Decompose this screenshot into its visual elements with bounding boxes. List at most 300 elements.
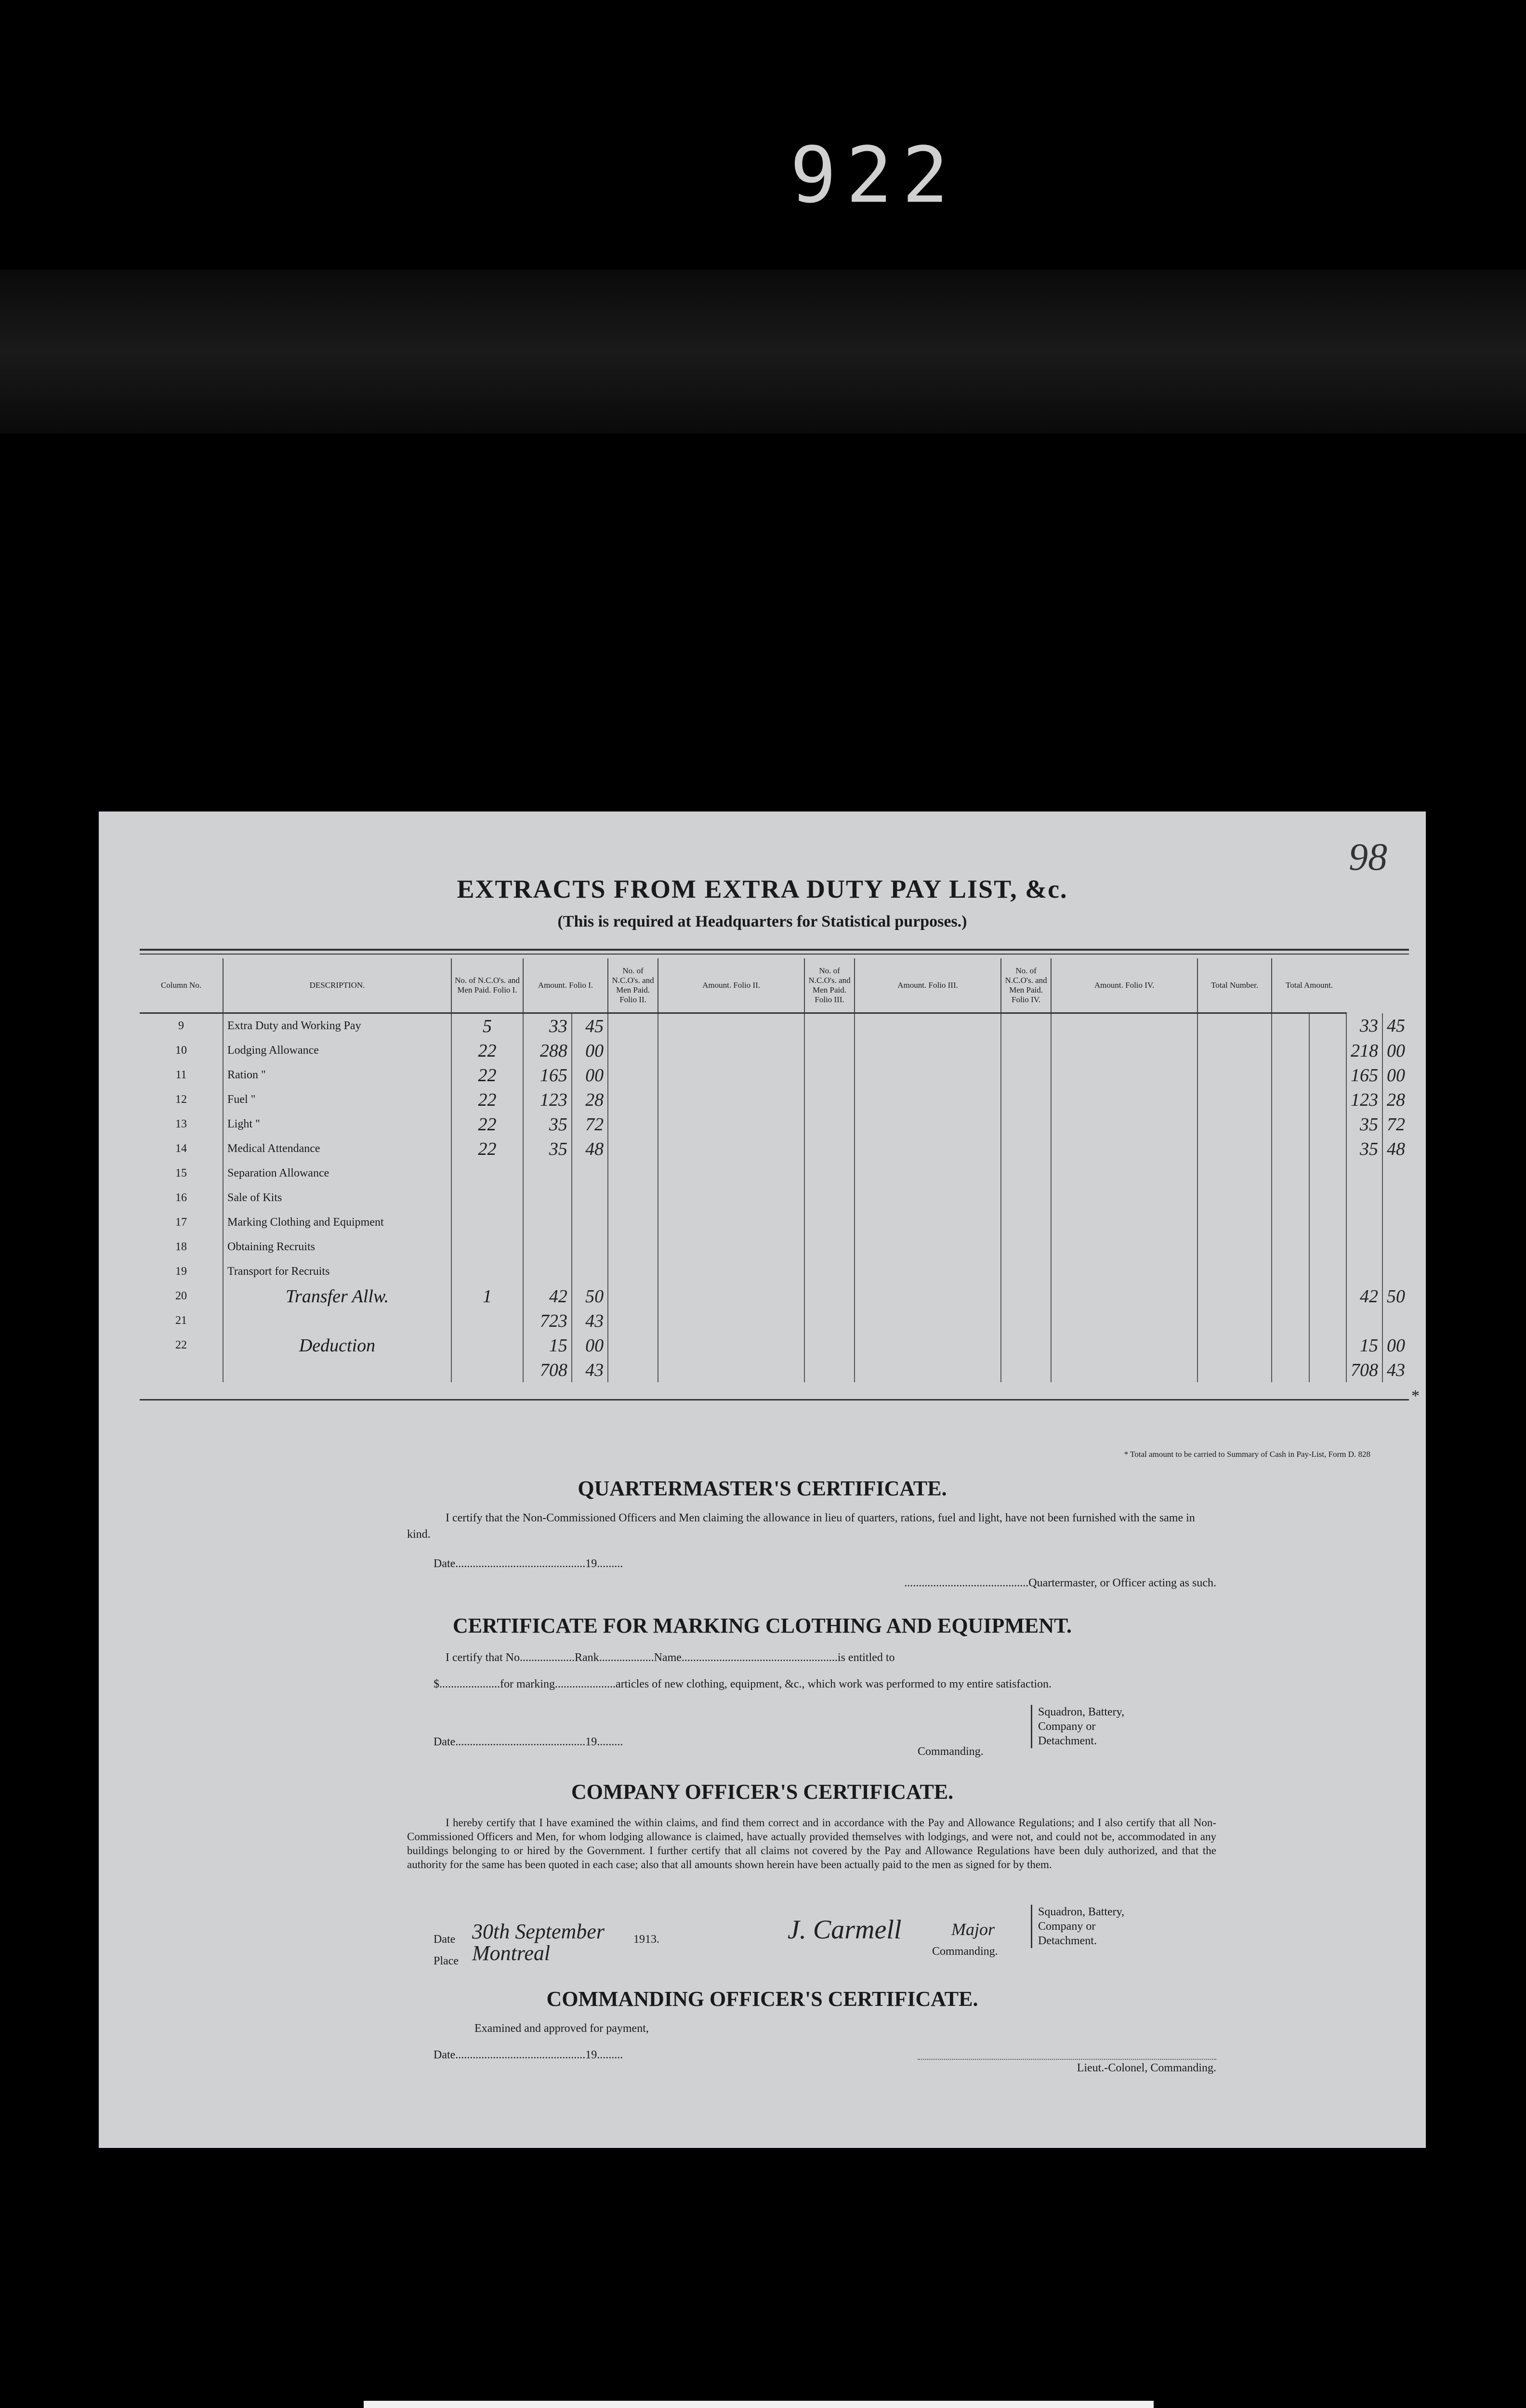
cell-empty	[1309, 1038, 1346, 1063]
cell-dollars: 723	[523, 1309, 572, 1333]
marking-line-2: $.....................for marking.....................articles of new clothing, equipment, &c., which work was performed to my entire satisfaction.	[434, 1678, 1052, 1690]
cell-desc: Ration "	[223, 1063, 451, 1087]
cell-tot-c	[1382, 1210, 1409, 1235]
cell-empty	[855, 1259, 1001, 1284]
cell-empty	[1197, 1358, 1272, 1382]
qm-cert-text: I certify that the Non-Commissioned Officers and Men claiming the allowance in lieu of quarters, rations, fuel and light, have not been furnished with the same in kind.	[407, 1512, 1195, 1541]
cell-empty	[1197, 1112, 1272, 1137]
cell-empty	[804, 1063, 855, 1087]
cell-tot-d: 15	[1346, 1333, 1382, 1358]
co-cert-text: Examined and approved for payment,	[474, 2022, 649, 2035]
table-row	[140, 1259, 1409, 1284]
cell-empty	[608, 1161, 658, 1186]
company-unit-bracket: Squadron, Battery, Company or Detachment.	[1031, 1905, 1149, 1948]
cell-empty	[1272, 1038, 1309, 1063]
company-date-year: 1913.	[633, 1933, 659, 1946]
cell-no: 15	[175, 1167, 187, 1179]
cell-empty	[658, 1137, 804, 1161]
cell-men	[451, 1333, 523, 1358]
cell-empty	[1309, 1087, 1346, 1112]
column-header: Total Number.	[1197, 958, 1272, 1013]
cell-no: 22	[175, 1339, 187, 1351]
cell-empty	[1272, 1137, 1309, 1161]
cell-empty	[1272, 1259, 1309, 1284]
cell-empty	[1309, 1063, 1346, 1087]
column-header: Column No.	[140, 958, 223, 1013]
cell-empty	[658, 1087, 804, 1112]
cell-empty	[658, 1333, 804, 1358]
cell-cents: 45	[572, 1013, 608, 1039]
cell-empty	[804, 1259, 855, 1284]
top-rule-thin	[140, 954, 1409, 955]
cell-empty	[658, 1284, 804, 1309]
cell-empty	[1272, 1284, 1309, 1309]
cell-dollars: 708	[523, 1358, 572, 1382]
cell-cents: 72	[572, 1112, 608, 1137]
cell-empty	[1197, 1186, 1272, 1210]
cell-empty	[1309, 1309, 1346, 1333]
cell-empty	[1197, 1063, 1272, 1087]
cell-empty	[658, 1038, 804, 1063]
cell-no: 17	[175, 1216, 187, 1229]
cell-empty	[608, 1235, 658, 1259]
cell-men	[451, 1358, 523, 1382]
cell-empty	[1309, 1137, 1346, 1161]
cell-tot-d: 35	[1346, 1137, 1382, 1161]
table-row	[140, 1161, 1409, 1186]
cell-no	[140, 1358, 223, 1382]
company-cert-text: I hereby certify that I have examined the within claims, and find them correct and in accordance with the Pay and Allowance Regulations; and I also certify that all Non-Commissioned Officers and Men, for whom lodging allowance is claimed, have actually provided themselves with lodgings, and were not, and could not be, accommodated in any buildings belonging to or hired by the Government. I further certify that all claims not covered by the Pay and Allowance Regulations have been duly authorized, and that the authority for the same has been quoted in each case; also that all amounts shown herein have been actually paid to the men as signed for by them.	[407, 1817, 1216, 1871]
cell-empty	[608, 1284, 658, 1309]
company-commanding: Commanding.	[932, 1945, 998, 1958]
cell-tot-c	[1382, 1259, 1409, 1284]
cell-empty	[1197, 1284, 1272, 1309]
marking-line-1: I certify that No...................Rank...................Name......................................................is entitled to	[446, 1651, 895, 1664]
cell-men: 22	[451, 1038, 523, 1063]
table-row	[140, 1087, 1409, 1112]
cell-desc: Light "	[223, 1112, 451, 1137]
cell-empty	[1001, 1112, 1051, 1137]
cell-empty	[1051, 1137, 1197, 1161]
cell-empty	[1272, 1333, 1309, 1358]
cell-no: 18	[175, 1241, 187, 1253]
cell-empty	[1272, 1186, 1309, 1210]
cell-tot-d	[1346, 1210, 1382, 1235]
table-row	[140, 1358, 1409, 1382]
cell-tot-c	[1382, 1161, 1409, 1186]
cell-tot-d	[1346, 1259, 1382, 1284]
cell-cents	[572, 1161, 608, 1186]
cell-cents: 00	[572, 1333, 608, 1358]
cell-empty	[1197, 1161, 1272, 1186]
cell-empty	[804, 1186, 855, 1210]
cell-empty	[1309, 1186, 1346, 1210]
cell-empty	[1272, 1063, 1309, 1087]
cell-empty	[1051, 1358, 1197, 1382]
cell-tot-c: 48	[1382, 1137, 1409, 1161]
cell-dollars: 15	[523, 1333, 572, 1358]
cell-no: 14	[175, 1142, 187, 1155]
cell-empty	[855, 1063, 1001, 1087]
cell-tot-c: 50	[1382, 1284, 1409, 1309]
co-sign-line: Lieut.-Colonel, Commanding.	[918, 2059, 1216, 2076]
cell-no: 9	[178, 1020, 184, 1032]
company-place-label: Place	[434, 1955, 459, 1967]
cell-dollars	[523, 1210, 572, 1235]
cell-empty	[608, 1259, 658, 1284]
officer-signature: J. Carmell	[788, 1915, 902, 1945]
cell-dollars: 288	[523, 1038, 572, 1063]
table-row	[140, 1137, 1409, 1161]
cell-no: 10	[175, 1044, 187, 1057]
cell-no: 11	[175, 1069, 187, 1081]
cell-tot-d	[1346, 1235, 1382, 1259]
cell-empty	[855, 1333, 1001, 1358]
form-subtitle: (This is required at Headquarters for Statistical purposes.)	[557, 913, 967, 930]
cell-empty	[1001, 1284, 1051, 1309]
cell-empty	[1001, 1063, 1051, 1087]
pay-list-sheet	[99, 811, 1426, 2148]
cell-dollars	[523, 1161, 572, 1186]
cell-tot-c	[1382, 1309, 1409, 1333]
cell-tot-d: 123	[1346, 1087, 1382, 1112]
total-footnote: * Total amount to be carried to Summary of Cash in Pay-List, Form D. 828	[1124, 1450, 1370, 1459]
cell-desc: Transport for Recruits	[223, 1259, 451, 1284]
cell-empty	[855, 1038, 1001, 1063]
table-row	[140, 1013, 1409, 1039]
cell-empty	[804, 1358, 855, 1382]
cell-empty	[1001, 1137, 1051, 1161]
table-row	[140, 1235, 1409, 1259]
table-row	[140, 1186, 1409, 1210]
cell-empty	[1001, 1087, 1051, 1112]
cell-empty	[608, 1333, 658, 1358]
cell-empty	[1309, 1235, 1346, 1259]
cell-cents	[572, 1235, 608, 1259]
cell-empty	[1197, 1333, 1272, 1358]
cell-empty	[1197, 1137, 1272, 1161]
cell-empty	[1001, 1235, 1051, 1259]
cell-empty	[1309, 1358, 1346, 1382]
company-place-handwritten: Montreal	[472, 1941, 551, 1965]
cell-desc: Extra Duty and Working Pay	[223, 1013, 451, 1039]
cell-empty	[1197, 1235, 1272, 1259]
column-header: Amount. Folio III.	[855, 958, 1001, 1013]
marking-commanding: Commanding.	[918, 1745, 984, 1758]
company-cert-heading: COMPANY OFFICER'S CERTIFICATE.	[571, 1780, 954, 1804]
cell-empty	[1309, 1259, 1346, 1284]
table-header-row	[140, 958, 1409, 1013]
cell-tot-d: 35	[1346, 1112, 1382, 1137]
cell-empty	[1272, 1013, 1309, 1039]
cell-empty	[608, 1210, 658, 1235]
cell-empty	[804, 1137, 855, 1161]
cell-empty	[804, 1284, 855, 1309]
company-date-label: Date	[434, 1933, 456, 1946]
cell-empty	[1197, 1013, 1272, 1039]
reel-number: 922	[790, 130, 958, 220]
cell-men: 5	[451, 1013, 523, 1039]
cell-empty	[1197, 1038, 1272, 1063]
cell-empty	[1197, 1087, 1272, 1112]
cell-tot-c: 28	[1382, 1087, 1409, 1112]
cell-empty	[1001, 1333, 1051, 1358]
cell-tot-d: 33	[1346, 1013, 1382, 1039]
column-header: No. of N.C.O's. and Men Paid. Folio III.	[804, 958, 855, 1013]
cell-empty	[658, 1112, 804, 1137]
qm-cert-heading: QUARTERMASTER'S CERTIFICATE.	[578, 1477, 947, 1500]
cell-desc: Sale of Kits	[223, 1186, 451, 1210]
cell-tot-d	[1346, 1309, 1382, 1333]
film-band	[0, 270, 1526, 433]
cell-desc: Obtaining Recruits	[223, 1235, 451, 1259]
cell-empty	[1001, 1186, 1051, 1210]
cell-empty	[1197, 1210, 1272, 1235]
cell-men: 22	[451, 1112, 523, 1137]
cell-tot-c: 43	[1382, 1358, 1409, 1382]
cell-tot-d: 218	[1346, 1038, 1382, 1063]
cell-tot-c: 45	[1382, 1013, 1409, 1039]
cell-men	[451, 1309, 523, 1333]
cell-empty	[658, 1161, 804, 1186]
table-row	[140, 1210, 1409, 1235]
cell-empty	[804, 1112, 855, 1137]
cell-empty	[1001, 1210, 1051, 1235]
cell-empty	[855, 1309, 1001, 1333]
cell-tot-d: 165	[1346, 1063, 1382, 1087]
cell-empty	[658, 1063, 804, 1087]
cell-empty	[1051, 1063, 1197, 1087]
cell-no: 21	[175, 1314, 187, 1327]
cell-cents: 43	[572, 1309, 608, 1333]
cell-empty	[1309, 1161, 1346, 1186]
cell-dollars: 33	[523, 1013, 572, 1039]
cell-tot-c	[1382, 1186, 1409, 1210]
cell-empty	[658, 1358, 804, 1382]
cell-empty	[855, 1137, 1001, 1161]
cell-empty	[608, 1137, 658, 1161]
cell-desc	[223, 1309, 451, 1333]
cell-empty	[1051, 1284, 1197, 1309]
cell-empty	[855, 1013, 1001, 1039]
cell-empty	[1309, 1112, 1346, 1137]
cell-empty	[1001, 1013, 1051, 1039]
cell-empty	[855, 1087, 1001, 1112]
marking-unit-bracket: Squadron, Battery, Company or Detachment.	[1031, 1705, 1149, 1748]
cell-no: 16	[175, 1191, 187, 1204]
cell-empty	[1272, 1210, 1309, 1235]
cell-empty	[608, 1186, 658, 1210]
cell-empty	[608, 1358, 658, 1382]
cell-cents: 00	[572, 1063, 608, 1087]
total-star: *	[1411, 1387, 1420, 1405]
cell-empty	[804, 1309, 855, 1333]
cell-empty	[1051, 1235, 1197, 1259]
cell-empty	[608, 1038, 658, 1063]
bottom-rule	[140, 1399, 1409, 1400]
cell-empty	[658, 1186, 804, 1210]
cell-cents: 50	[572, 1284, 608, 1309]
cell-men	[451, 1235, 523, 1259]
cell-cents	[572, 1210, 608, 1235]
cell-men	[451, 1259, 523, 1284]
cell-empty	[1051, 1013, 1197, 1039]
cell-empty	[804, 1210, 855, 1235]
cell-empty	[855, 1358, 1001, 1382]
cell-men	[451, 1186, 523, 1210]
cell-desc: Marking Clothing and Equipment	[223, 1210, 451, 1235]
cell-empty	[1309, 1210, 1346, 1235]
cell-empty	[658, 1210, 804, 1235]
cell-empty	[804, 1161, 855, 1186]
cell-no: 20	[175, 1290, 187, 1302]
cell-empty	[1309, 1284, 1346, 1309]
cell-tot-d	[1346, 1161, 1382, 1186]
table-row	[140, 1063, 1409, 1087]
cell-empty	[804, 1087, 855, 1112]
cell-dollars	[523, 1235, 572, 1259]
cell-dollars	[523, 1186, 572, 1210]
cell-men	[451, 1161, 523, 1186]
cell-empty	[1051, 1087, 1197, 1112]
cell-dollars: 35	[523, 1137, 572, 1161]
pay-table	[140, 958, 1409, 1382]
cell-empty	[608, 1309, 658, 1333]
cell-empty	[1272, 1087, 1309, 1112]
cell-desc: Separation Allowance	[223, 1161, 451, 1186]
cell-empty	[608, 1112, 658, 1137]
cell-cents: 00	[572, 1038, 608, 1063]
co-cert-heading: COMMANDING OFFICER'S CERTIFICATE.	[546, 1987, 978, 2011]
cell-empty	[804, 1013, 855, 1039]
cell-empty	[804, 1038, 855, 1063]
cell-empty	[804, 1235, 855, 1259]
cell-dollars: 123	[523, 1087, 572, 1112]
company-date-handwritten: 30th September	[472, 1920, 605, 1943]
folio-mark: 98	[1349, 836, 1387, 878]
cell-empty	[1001, 1038, 1051, 1063]
cell-empty	[855, 1186, 1001, 1210]
cell-men	[451, 1210, 523, 1235]
cell-empty	[1051, 1210, 1197, 1235]
cell-empty	[1051, 1259, 1197, 1284]
top-rule	[140, 949, 1409, 951]
cell-tot-c: 00	[1382, 1038, 1409, 1063]
cell-desc: Lodging Allowance	[223, 1038, 451, 1063]
marking-date-line: Date.............................................19.........	[434, 1736, 623, 1748]
cell-desc: Deduction	[223, 1333, 451, 1358]
cell-men: 22	[451, 1087, 523, 1112]
cell-cents: 48	[572, 1137, 608, 1161]
table-row	[140, 1333, 1409, 1358]
cell-desc: Transfer Allw.	[223, 1284, 451, 1309]
cell-empty	[1197, 1309, 1272, 1333]
cell-no: 13	[175, 1118, 187, 1130]
cell-empty	[658, 1013, 804, 1039]
column-header: No. of N.C.O's. and Men Paid. Folio II.	[608, 958, 658, 1013]
cell-empty	[608, 1087, 658, 1112]
cell-empty	[1197, 1259, 1272, 1284]
cell-dollars	[523, 1259, 572, 1284]
column-header: Amount. Folio II.	[658, 958, 804, 1013]
cell-empty	[855, 1161, 1001, 1186]
cell-tot-c: 00	[1382, 1333, 1409, 1358]
cell-empty	[1272, 1161, 1309, 1186]
cell-tot-d	[1346, 1186, 1382, 1210]
cell-empty	[804, 1333, 855, 1358]
qm-date-line: Date.............................................19.........	[434, 1557, 623, 1570]
cell-men: 1	[451, 1284, 523, 1309]
cell-empty	[1051, 1112, 1197, 1137]
cell-empty	[1001, 1259, 1051, 1284]
cell-dollars: 35	[523, 1112, 572, 1137]
cell-empty	[658, 1309, 804, 1333]
cell-cents	[572, 1186, 608, 1210]
cell-empty	[1309, 1333, 1346, 1358]
co-date-line: Date.............................................19.........	[434, 2049, 623, 2061]
cell-empty	[1272, 1112, 1309, 1137]
cell-empty	[1051, 1161, 1197, 1186]
cell-empty	[1272, 1358, 1309, 1382]
cell-no: 19	[175, 1265, 187, 1278]
cell-empty	[1001, 1309, 1051, 1333]
table-row	[140, 1112, 1409, 1137]
column-header: No. of N.C.O's. and Men Paid. Folio IV.	[1001, 958, 1051, 1013]
cell-cents	[572, 1259, 608, 1284]
cell-empty	[1051, 1186, 1197, 1210]
cell-tot-c	[1382, 1235, 1409, 1259]
cell-dollars: 42	[523, 1284, 572, 1309]
archive-reference-label	[364, 2401, 1154, 2408]
cell-empty	[1051, 1309, 1197, 1333]
column-header: DESCRIPTION.	[223, 958, 451, 1013]
cell-desc: Fuel "	[223, 1087, 451, 1112]
cell-tot-d: 42	[1346, 1284, 1382, 1309]
cell-no: 12	[175, 1093, 187, 1106]
cell-tot-d: 708	[1346, 1358, 1382, 1382]
cell-empty	[608, 1063, 658, 1087]
cell-men: 22	[451, 1063, 523, 1087]
table-row	[140, 1284, 1409, 1309]
cell-desc	[223, 1358, 451, 1382]
table-row	[140, 1038, 1409, 1063]
cell-empty	[1051, 1333, 1197, 1358]
column-header: Amount. Folio I.	[523, 958, 608, 1013]
officer-rank: Major	[951, 1920, 995, 1939]
cell-empty	[658, 1259, 804, 1284]
cell-empty	[855, 1210, 1001, 1235]
cell-dollars: 165	[523, 1063, 572, 1087]
column-header: No. of N.C.O's. and Men Paid. Folio I.	[451, 958, 523, 1013]
cell-empty	[855, 1235, 1001, 1259]
cell-empty	[658, 1235, 804, 1259]
cell-empty	[1001, 1358, 1051, 1382]
cell-tot-c: 72	[1382, 1112, 1409, 1137]
cell-desc: Medical Attendance	[223, 1137, 451, 1161]
cell-cents: 28	[572, 1087, 608, 1112]
cell-empty	[1001, 1161, 1051, 1186]
cell-empty	[1309, 1013, 1346, 1039]
qm-sign-line: ...........................................Quartermaster, or Officer acting as such.	[904, 1577, 1216, 1589]
cell-empty	[1272, 1309, 1309, 1333]
form-title: EXTRACTS FROM EXTRA DUTY PAY LIST, &c.	[457, 875, 1068, 903]
cell-empty	[855, 1112, 1001, 1137]
column-header: Total Amount.	[1272, 958, 1346, 1013]
cell-cents: 43	[572, 1358, 608, 1382]
cell-men: 22	[451, 1137, 523, 1161]
column-header: Amount. Folio IV.	[1051, 958, 1197, 1013]
cell-empty	[1051, 1038, 1197, 1063]
